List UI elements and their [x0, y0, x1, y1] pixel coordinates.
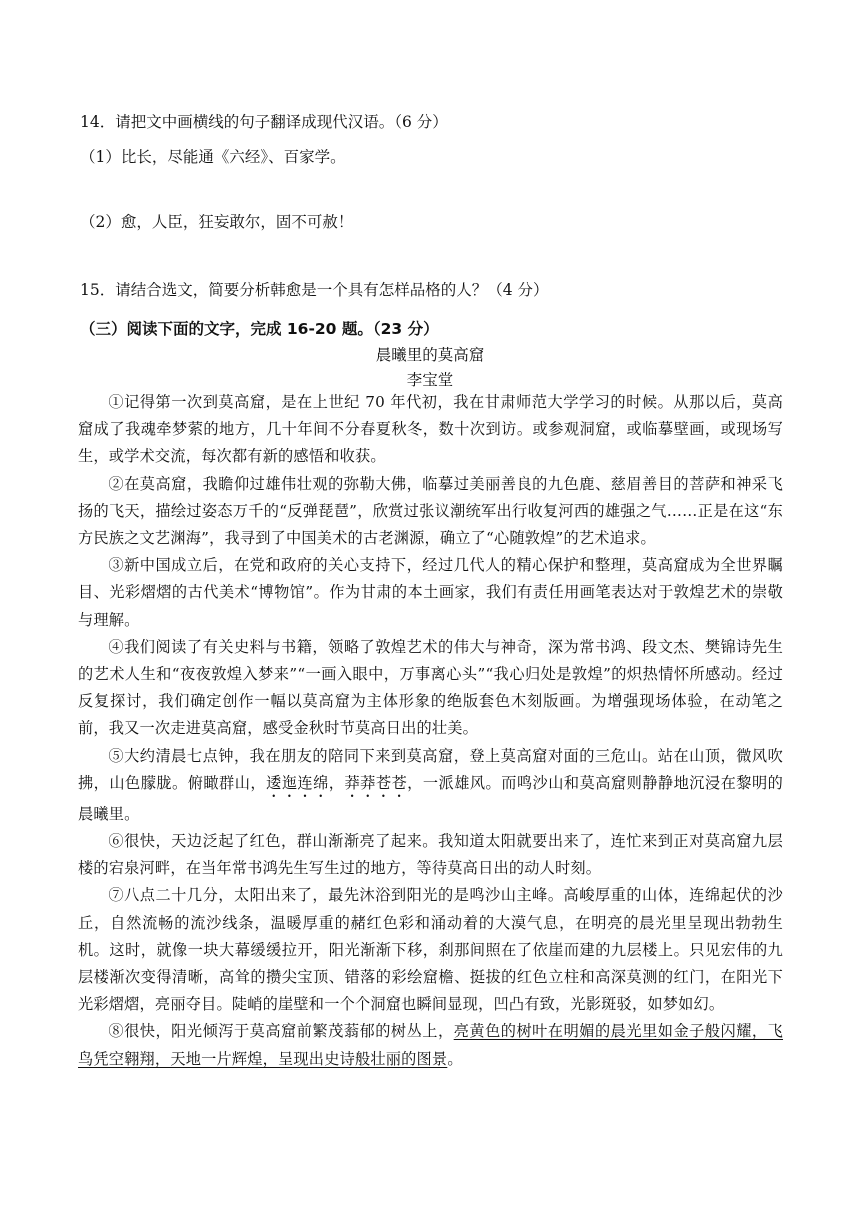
emphasis-dotted-phrase-1: 逶迤连绵 — [266, 773, 329, 792]
article-author: 李宝堂 — [406, 371, 454, 389]
question-15-stem: 15．请结合选文，简要分析韩愈是一个具有怎样品格的人？（4 分） — [80, 281, 549, 299]
paragraph-5-text-a: ⑤大约清晨七点钟，我在朋友的陪同下来到莫高窟，登上莫高窟对面的三危山。站在山顶，微风吹拂，山色朦胧。俯瞰群山， — [78, 746, 783, 792]
paragraph-5-text-c: ，一派雄风。而鸣沙山和莫高窟则静静地沉浸在黎明的晨曦里。 — [78, 773, 784, 823]
paragraph-8 — [78, 1018, 783, 1072]
paragraph-2: ②在莫高窟，我瞻仰过雄伟壮观的弥勒大佛，临摹过美丽善良的九色鹿、慈眉善目的菩萨和神采飞扬的飞天，描绘过姿态万千的“反弹琵琶”，欣赏过张议潮统军出行收复河西的雄强之气……正是在这“东方民族之文艺渊海”，我寻到了中国美术的古老渊源，确立了“心随敦煌”的艺术追求。 — [78, 474, 783, 548]
underlined-sentence: 亮黄色的树叶在明媚的晨光里如金子般闪耀，飞鸟凭空翱翔，天地一片辉煌，呈现出史诗般壮丽的图景 — [78, 1022, 784, 1068]
paragraph-8-text-a: ⑧很快，阳光倾泻于莫高窟前繁茂蓊郁的树丛上， — [108, 1022, 454, 1041]
paragraph-7: ⑦八点二十几分，太阳出来了，最先沐浴到阳光的是鸣沙山主峰。高峻厚重的山体，连绵起伏的沙丘，自然流畅的流沙线条，温暖厚重的赭红色彩和涌动着的大漠气息，在明亮的晨光里呈现出勃勃生机。这时，就像一块大幕缓缓拉开，阳光渐渐下移，刹那间照在了依崖而建的九层楼上。只见宏伟的九层楼渐次变得清晰，高耸的攒尖宝顶、错落的彩绘窟檐、挺拔的红色立柱和高深莫测的红门，在阳光下光彩熠熠，亮丽夺目。陡峭的崖壁和一个个洞窟也瞬间显现，凹凸有致，光影斑驳，如梦如幻。 — [78, 886, 783, 1014]
section-3-heading: （三）阅读下面的文字，完成 16-20 题。（23 分） — [80, 320, 439, 338]
paragraph-5 — [78, 743, 783, 828]
paragraph-8-text-b: 。 — [447, 1049, 463, 1068]
paragraph-6: ⑥很快，天边泛起了红色，群山渐渐亮了起来。我知道太阳就要出来了，连忙来到正对莫高窟九层楼的宕泉河畔，在当年常书鸿先生写生过的地方，等待莫高日出的动人时刻。 — [78, 832, 783, 878]
question-14-item-2: （2）愈，人臣，狂妄敢尔，固不可赦！ — [80, 213, 354, 231]
paragraph-5-text-b: ， — [328, 773, 345, 792]
question-14-item-1: （1）比长，尽能通《六经》、百家学。 — [80, 148, 346, 166]
paragraph-3: ③新中国成立后，在党和政府的关心支持下，经过几代人的精心保护和整理，莫高窟成为全世界瞩目、光彩熠熠的古代美术“博物馆”。作为甘肃的本土画家，我们有责任用画笔表达对于敦煌艺术的崇敬与理解。 — [78, 556, 783, 629]
paragraph-1: ①记得第一次到莫高窟，是在上世纪 70 年代初，我在甘肃师范大学学习的时候。从那以后，莫高窟成了我魂牵梦萦的地方，几十年间不分春夏秋冬，数十次到访。或参观洞窟，或临摹壁画，或现场写生，或学术交流，每次都有新的感悟和收获。 — [78, 393, 783, 466]
emphasis-dotted-phrase-2: 莽莽苍苍 — [344, 773, 408, 792]
article-body — [78, 389, 783, 1073]
paragraph-4: ④我们阅读了有关史料与书籍，领略了敦煌艺术的伟大与神奇，深为常书鸿、段文杰、樊锦诗先生的艺术人生和“夜夜敦煌入梦来”“一画入眼中，万事离心头”“我心归处是敦煌”的炽热情怀所感动。经过反复探讨，我们确定创作一幅以莫高窟为主体形象的绝版套色木刻版画。为增强现场体验，在动笔之前，我又一次走进莫高窟，感受金秋时节莫高日出的壮美。 — [78, 637, 783, 738]
question-14-stem: 14．请把文中画横线的句子翻译成现代汉语。（6 分） — [80, 113, 448, 131]
article-title: 晨曦里的莫高窟 — [375, 346, 485, 364]
